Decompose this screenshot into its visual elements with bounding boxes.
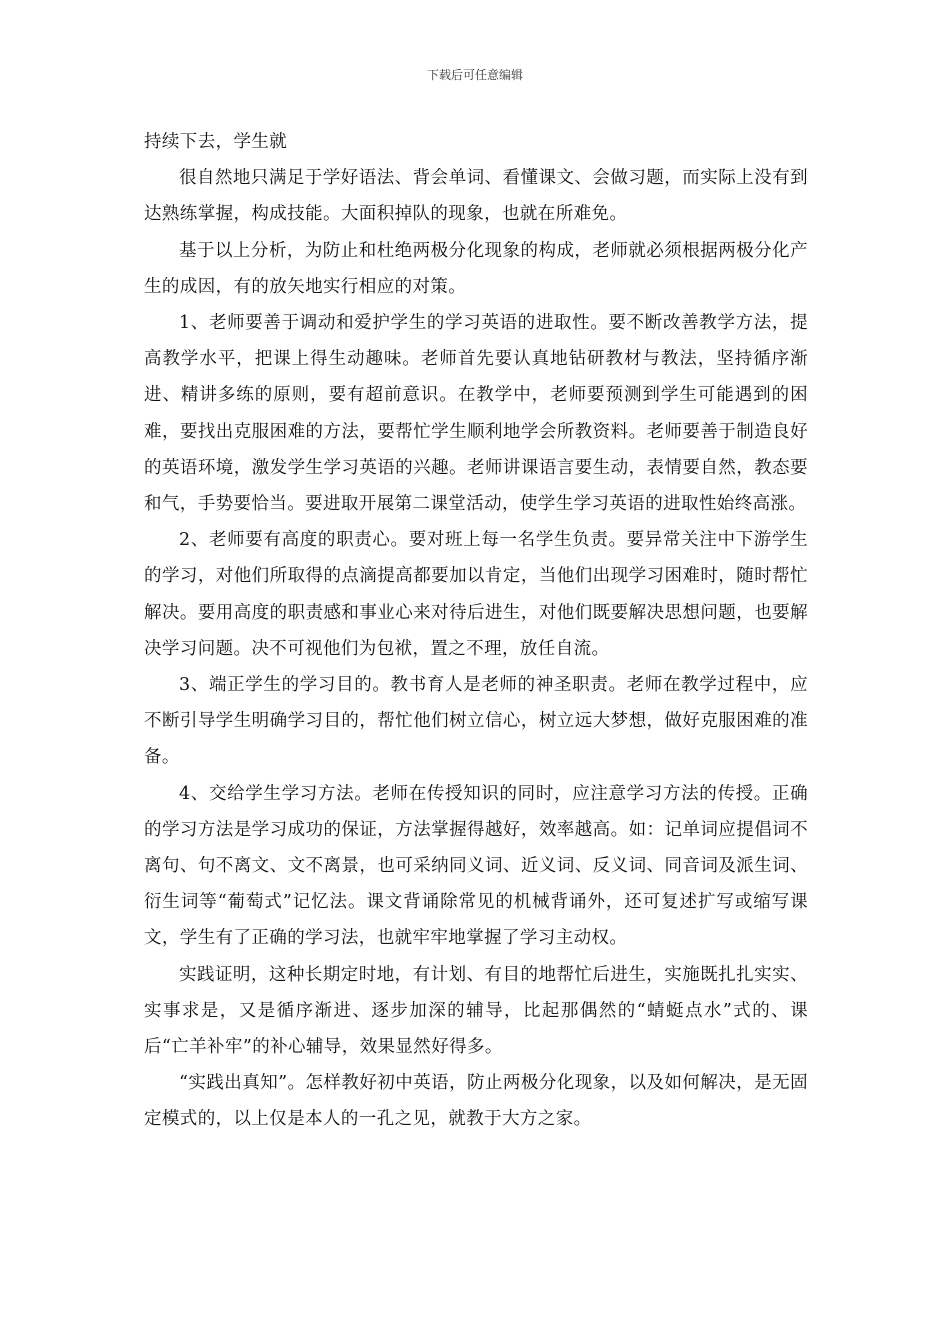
document-body: [144, 124, 808, 1138]
paragraph-1: 持续下去，学生就: [144, 132, 288, 152]
paragraph-6: 3、端正学生的学习目的。教书育人是老师的神圣职责。老师在教学过程中，应不断引导学生明确学习目的，帮忙他们树立信心，树立远大梦想，做好克服困难的准备。: [144, 675, 808, 768]
paragraph-3: 基于以上分析，为防止和杜绝两极分化现象的构成，老师就必须根据两极分化产生的成因，有的放矢地实行相应的对策。: [144, 240, 808, 297]
page-header: 下载后可任意编辑: [426, 68, 523, 82]
paragraph-7: 4、交给学生学习方法。老师在传授知识的同时，应注意学习方法的传授。正确的学习方法是学习成功的保证，方法掌握得越好，效率越高。如：记单词应提倡词不离句、句不离文、文不离景，也可采纳同义词、近义词、反义词、同音词及派生词、衍生词等“葡萄式”记忆法。课文背诵除常见的机械背诵外，还可复述扩写或缩写课文，学生有了正确的学习法，也就牢牢地掌握了学习主动权。: [144, 783, 808, 949]
paragraph-9: “实践出真知”。怎样教好初中英语，防止两极分化现象，以及如何解决，是无固定模式的，以上仅是本人的一孔之见，就教于大方之家。: [144, 1073, 808, 1130]
paragraph-5: 2、老师要有高度的职责心。要对班上每一名学生负责。要异常关注中下游学生的学习，对他们所取得的点滴提高都要加以肯定，当他们出现学习困难时，随时帮忙解决。要用高度的职责感和事业心来对待后进生，对他们既要解决思想问题，也要解决学习问题。决不可视他们为包袱，置之不理，放任自流。: [144, 530, 808, 659]
paragraph-4: 1、老师要善于调动和爱护学生的学习英语的进取性。要不断改善教学方法，提高教学水平，把课上得生动趣味。老师首先要认真地钻研教材与教法，坚持循序渐进、精讲多练的原则，要有超前意识。在教学中，老师要预测到学生可能遇到的困难，要找出克服困难的方法，要帮忙学生顺利地学会所教资料。老师要善于制造良好的英语环境，激发学生学习英语的兴趣。老师讲课语言要生动，表情要自然，教态要和气，手势要恰当。要进取开展第二课堂活动，使学生学习英语的进取性始终高涨。: [144, 313, 808, 515]
paragraph-2: 很自然地只满足于学好语法、背会单词、看懂课文、会做习题，而实际上没有到达熟练掌握，构成技能。大面积掉队的现象，也就在所难免。: [144, 168, 808, 225]
paragraph-8: 实践证明，这种长期定时地，有计划、有目的地帮忙后进生，实施既扎扎实实、实事求是，又是循序渐进、逐步加深的辅导，比起那偶然的“蜻蜓点水”式的、课后“亡羊补牢”的补心辅导，效果显然好得多。: [144, 964, 808, 1058]
